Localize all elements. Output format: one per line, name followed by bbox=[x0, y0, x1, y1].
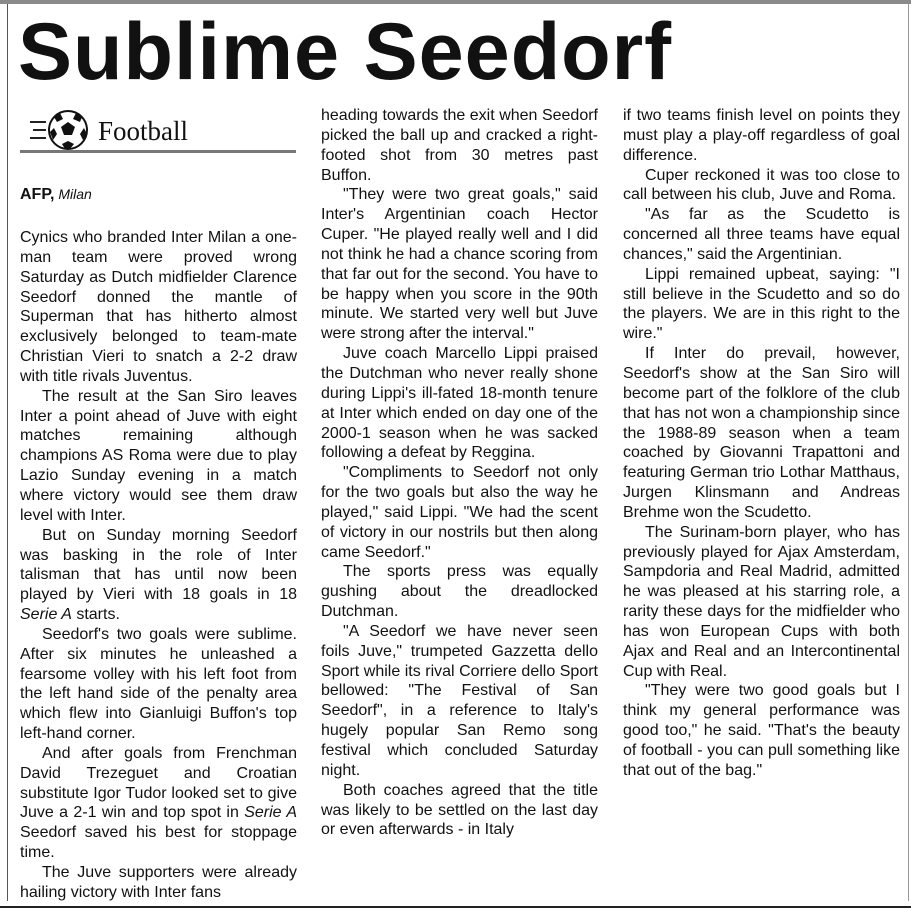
article-column-1 bbox=[20, 228, 297, 903]
paragraph: The Juve supporters were already hailing victory with Inter fans bbox=[20, 864, 297, 901]
paragraph: "Compliments to Seedorf not only for the two goals but also the way he played," said Lippi. "We had the scent of victory in our nostrils but then along came Seedorf." bbox=[321, 464, 598, 561]
right-border bbox=[908, 4, 909, 901]
byline bbox=[20, 186, 92, 204]
section-header bbox=[20, 110, 296, 156]
paragraph: And after goals from Frenchman David Trezeguet and Croatian substitute Igor Tudor looked set to give Juve a 2-1 win and top spot in Serie A Seedorf saved his best for stoppage time. bbox=[20, 744, 297, 862]
paragraph: Cuper reckoned it was too close to call between his club, Juve and Roma. bbox=[623, 166, 900, 204]
paragraph: "A Seedorf we have never seen foils Juve," trumpeted Gazzetta dello Sport while its rival Corriere dello Sport bellowed: "The Festival of San Seedorf", in a reference to Italy's hugely popular San Remo song festival which concluded Saturday night. bbox=[321, 622, 598, 779]
headline: Sublime Seedorf bbox=[18, 7, 673, 97]
byline-city: Milan bbox=[58, 186, 92, 202]
paragraph: heading towards the exit when Seedorf picked the ball up and cracked a right-footed shot from 30 metres past Buffon. bbox=[321, 107, 598, 184]
paragraph: The Surinam-born player, who has previously played for Ajax Amsterdam, Sampdoria and Real Madrid, admitted he was pleased at his starring role, a rarity these days for the midfielder who has won European Cups with both Ajax and Real and an Intercontinental Cup with Real. bbox=[623, 523, 900, 680]
left-border bbox=[7, 4, 8, 901]
paragraph: "As far as the Scudetto is concerned all three teams have equal chances," said the Argentinian. bbox=[623, 206, 900, 263]
paragraph: Seedorf's two goals were sublime. After six minutes he unleashed a fearsome volley with his left foot from the left hand side of the penalty area which flew into Gianluigi Buffon's top left-hand corner. bbox=[20, 625, 297, 743]
bottom-rule bbox=[0, 906, 911, 908]
paragraph: The result at the San Siro leaves Inter a point ahead of Juve with eight matches remaining although champions AS Roma were due to play Lazio Sunday evening in a match where victory would see them draw level with Inter. bbox=[20, 387, 297, 524]
paragraph: The sports press was equally gushing about the dreadlocked Dutchman. bbox=[321, 563, 598, 621]
paragraph: Juve coach Marcello Lippi praised the Dutchman who never really shone during Lippi's ill-fated 18-month tenure at Inter which ended on day one of the 2000-1 season when he was sacked following a defeat by Reggina. bbox=[321, 345, 598, 462]
paragraph: Lippi remained upbeat, saying: "I still believe in the Scudetto and so do the players. We are in this right to the wire." bbox=[623, 265, 900, 343]
soccer-ball-icon bbox=[30, 110, 98, 150]
paragraph: "They were two good goals but I think my general performance was good too," he said. "That's the beauty of football - you can pull something like that out of the bag." bbox=[623, 682, 900, 779]
paragraph: Cynics who branded Inter Milan a one-man team were proved wrong Saturday as Dutch midfielder Clarence Seedorf donned the mantle of Superman that has hitherto almost exclusively belonged to team-mate Christian Vieri to snatch a 2-2 draw with title rivals Juventus. bbox=[20, 229, 297, 385]
section-rule bbox=[20, 150, 296, 153]
article-column-2 bbox=[321, 106, 598, 840]
byline-agency: AFP, bbox=[20, 186, 55, 203]
paragraph: if two teams finish level on points they must play a play-off regardless of goal difference. bbox=[623, 107, 900, 164]
paragraph: "They were two great goals," said Inter's Argentinian coach Hector Cuper. "He played really well and I did not think he had a chance scoring from that far out for the second. You have to be happy when you score in the 90th minute. We started very well but Juve were strong after the interval." bbox=[321, 186, 598, 343]
paragraph: Both coaches agreed that the title was likely to be settled on the last day or even afterwards - in Italy bbox=[321, 781, 598, 839]
article-column-3 bbox=[623, 106, 900, 781]
section-label: Football bbox=[98, 116, 189, 146]
paragraph: If Inter do prevail, however, Seedorf's show at the San Siro will become part of the folklore of the club that has not won a championship since the 1988-89 season when a team coached by Giovanni Trapattoni and featuring German trio Lothar Matthaus, Jurgen Klinsmann and Andreas Brehme won the Scudetto. bbox=[623, 345, 900, 521]
paragraph: But on Sunday morning Seedorf was basking in the role of Inter talisman that has until now been played by Vieri with 18 goals in 18 Serie A starts. bbox=[20, 526, 297, 624]
